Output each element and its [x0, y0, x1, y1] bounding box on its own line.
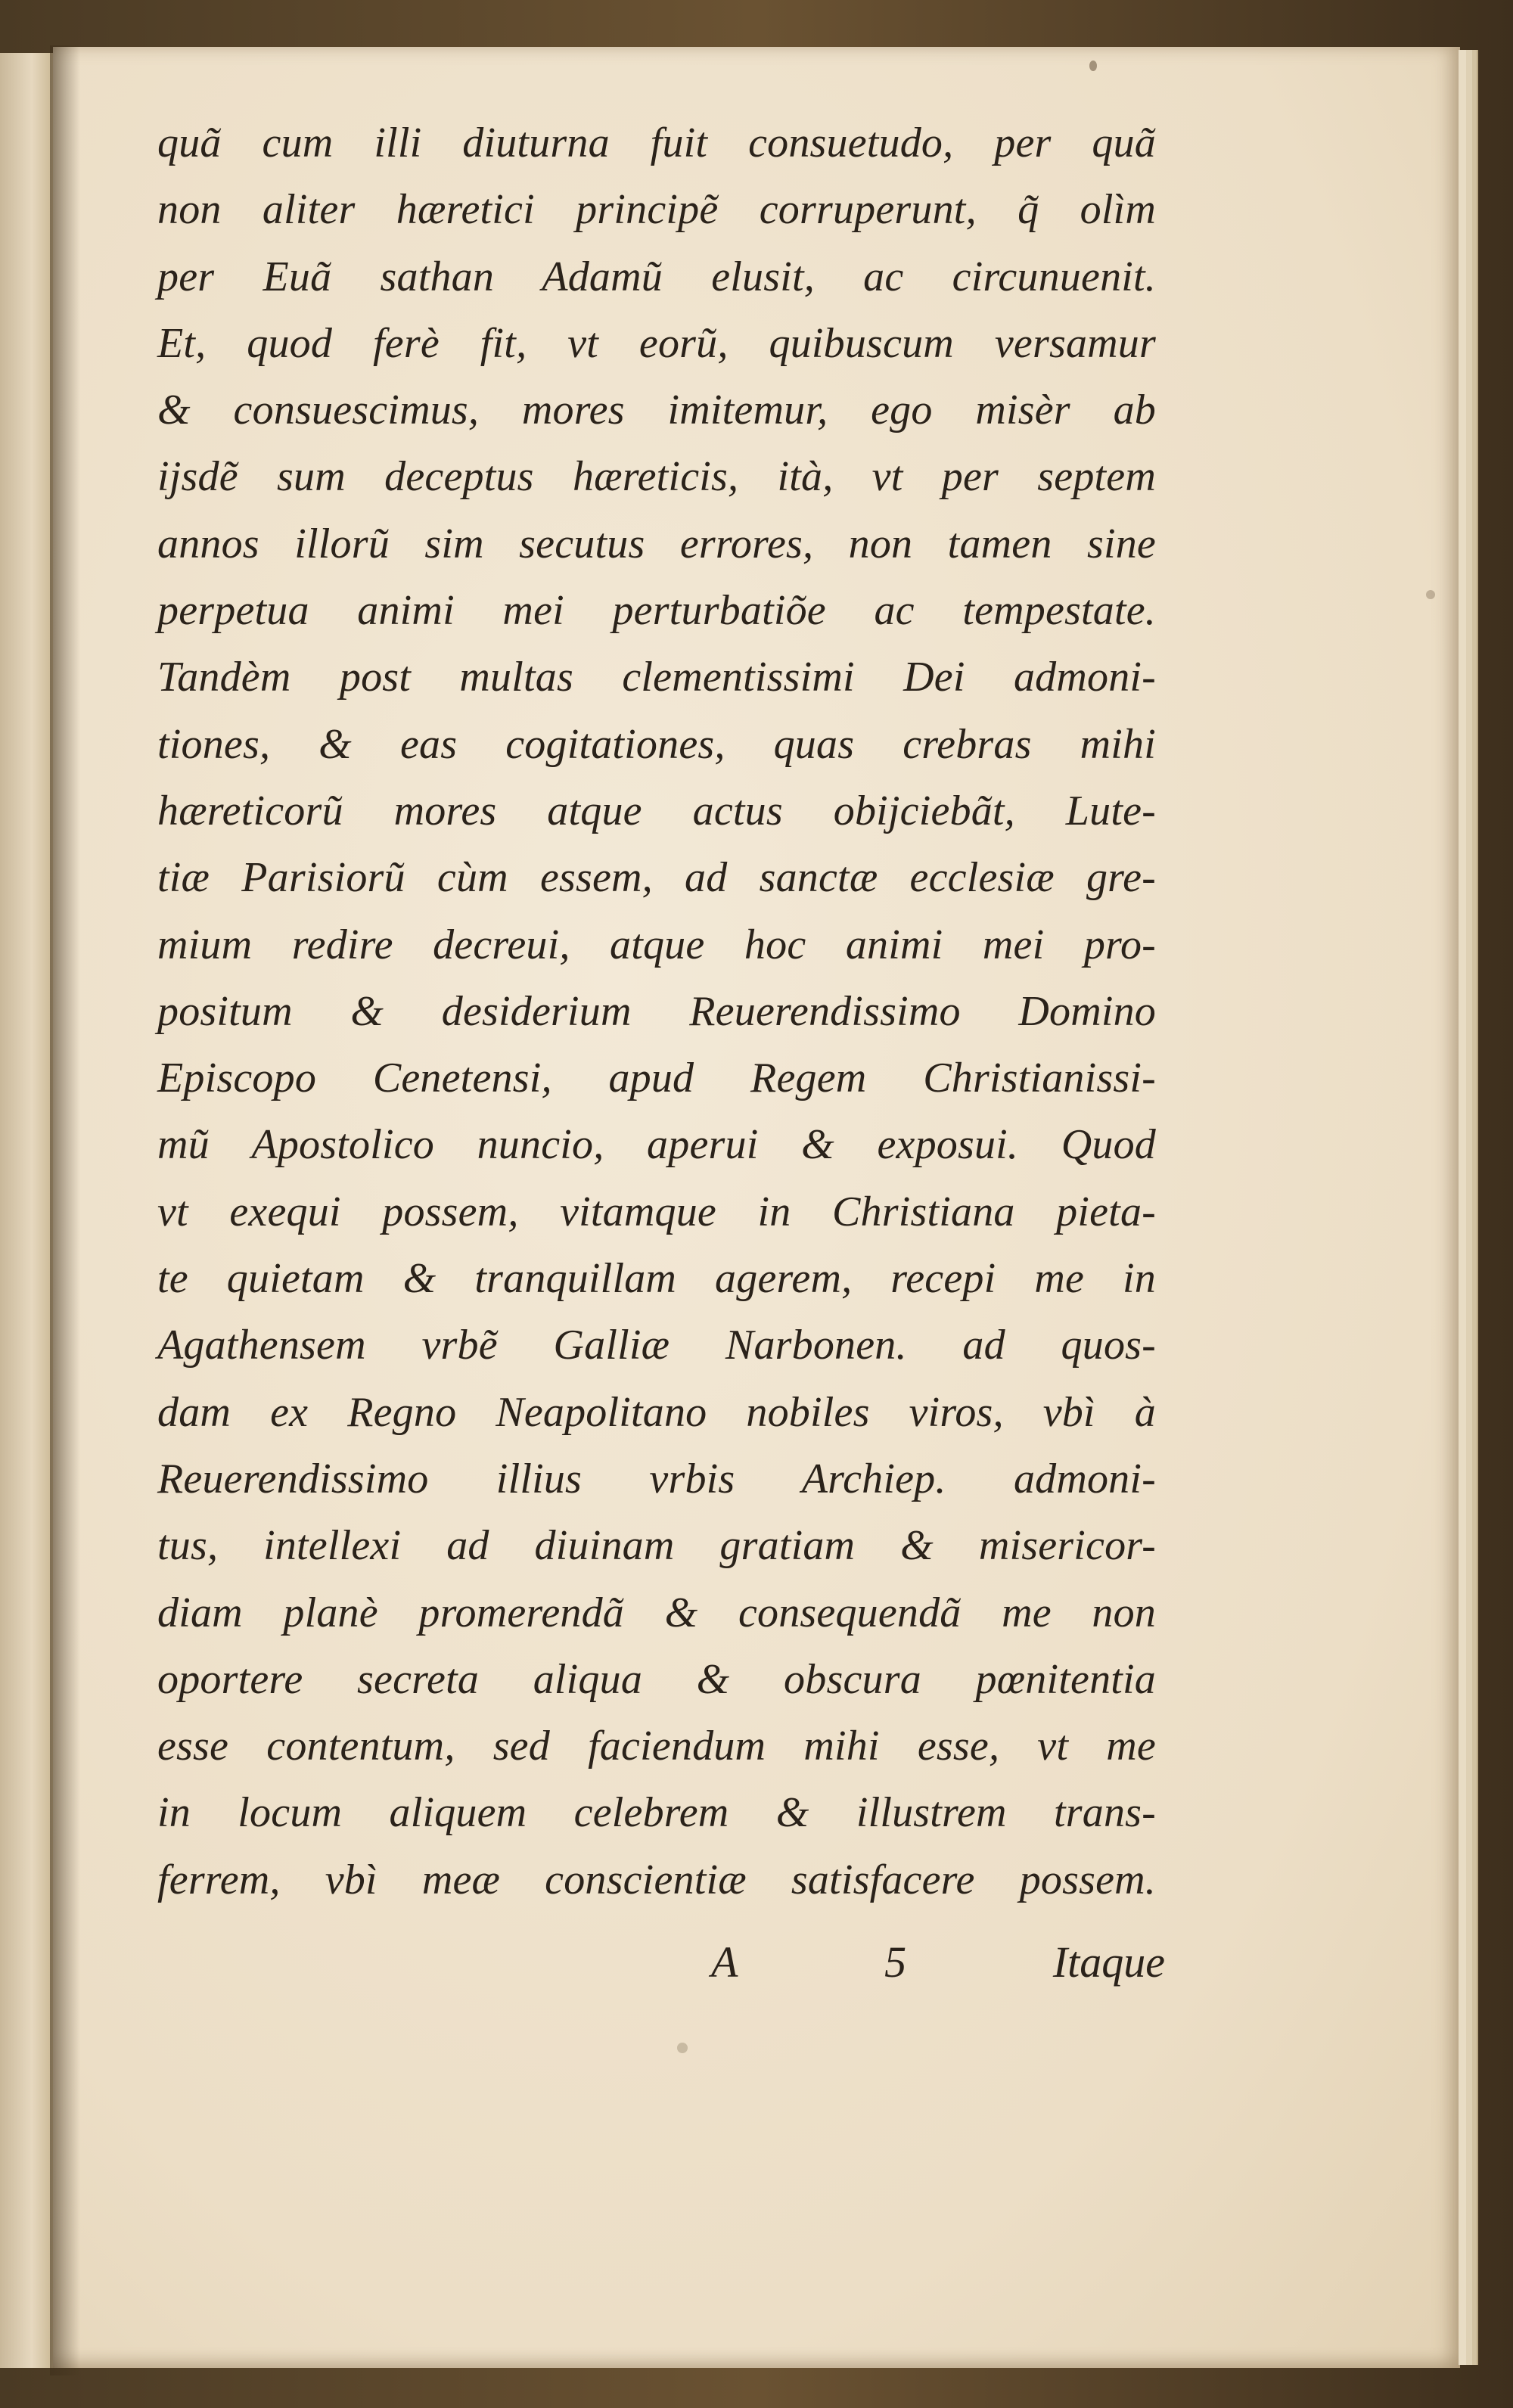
text-line: quã cum illi diuturna fuit consuetudo, per quã: [157, 120, 1156, 166]
paper-speck: [1426, 590, 1435, 599]
text-line: annos illorũ sim secutus errores, non tamen sine: [157, 520, 1156, 567]
text-line: esse contentum, sed faciendum mihi esse, vt me: [157, 1723, 1156, 1770]
text-line: oportere secreta aliqua & obscura pœnitentia: [157, 1655, 1156, 1703]
text-line: dam ex Regno Neapolitano nobiles viros, vbì à: [157, 1388, 1156, 1436]
text-line: Tandèm post multas clementissimi Dei admoni-: [157, 654, 1156, 701]
text-line: vt exequi possem, vitamque in Christiana pieta-: [157, 1188, 1156, 1235]
text-line: & consuescimus, mores imitemur, ego misèr ab: [157, 387, 1156, 434]
page-text: [157, 110, 1156, 1913]
signature-number: 5: [884, 1937, 907, 1987]
text-line: tiæ Parisiorũ cùm essem, ad sanctæ ecclesiæ gre-: [157, 854, 1156, 902]
gutter-shadow: [50, 45, 80, 2375]
text-line: non aliter hæretici principẽ corruperunt, q̃ olìm: [157, 186, 1156, 234]
text-line: Reuerendissimo illius vrbis Archiep. admoni-: [157, 1455, 1156, 1502]
text-line: tiones, & eas cogitationes, quas crebras mihi: [157, 720, 1156, 768]
text-line: Et, quod ferè fit, vt eorũ, quibuscum versamur: [157, 319, 1156, 367]
text-line: Agathensem vrbẽ Galliæ Narbonen. ad quos-: [157, 1322, 1156, 1369]
page-edge: [1472, 50, 1478, 2365]
text-line: hæreticorũ mores atque actus obijciebãt, Lute-: [157, 787, 1156, 834]
paper-speck: [677, 2043, 688, 2053]
text-line: Episcopo Cenetensi, apud Regem Christianissi-: [157, 1055, 1156, 1102]
facing-page-edge: [0, 53, 55, 2368]
text-line: ferrem, vbì meæ conscientiæ satisfacere possem.: [157, 1856, 1156, 1903]
catchword: Itaque: [1052, 1937, 1165, 1987]
page-footer: [711, 1937, 1165, 1987]
text-line: per Euã sathan Adamũ elusit, ac circunuenit.: [157, 253, 1156, 300]
paper-speck: [1089, 61, 1097, 71]
text-line: te quietam & tranquillam agerem, recepi me in: [157, 1255, 1156, 1303]
text-line: perpetua animi mei perturbatiõe ac tempestate.: [157, 587, 1156, 635]
text-line: positum & desiderium Reuerendissimo Domino: [157, 987, 1156, 1035]
text-line: tus, intellexi ad diuinam gratiam & misericor-: [157, 1522, 1156, 1570]
text-line: mũ Apostolico nuncio, aperui & exposui. Quod: [157, 1121, 1156, 1169]
text-line: ijsdẽ sum deceptus hæreticis, ità, vt per septem: [157, 453, 1156, 501]
signature-mark: A: [711, 1937, 738, 1987]
text-line: in locum aliquem celebrem & illustrem trans-: [157, 1789, 1156, 1837]
text-line: diam planè promerendã & consequendã me non: [157, 1589, 1156, 1636]
text-line: mium redire decreui, atque hoc animi mei pro-: [157, 921, 1156, 968]
